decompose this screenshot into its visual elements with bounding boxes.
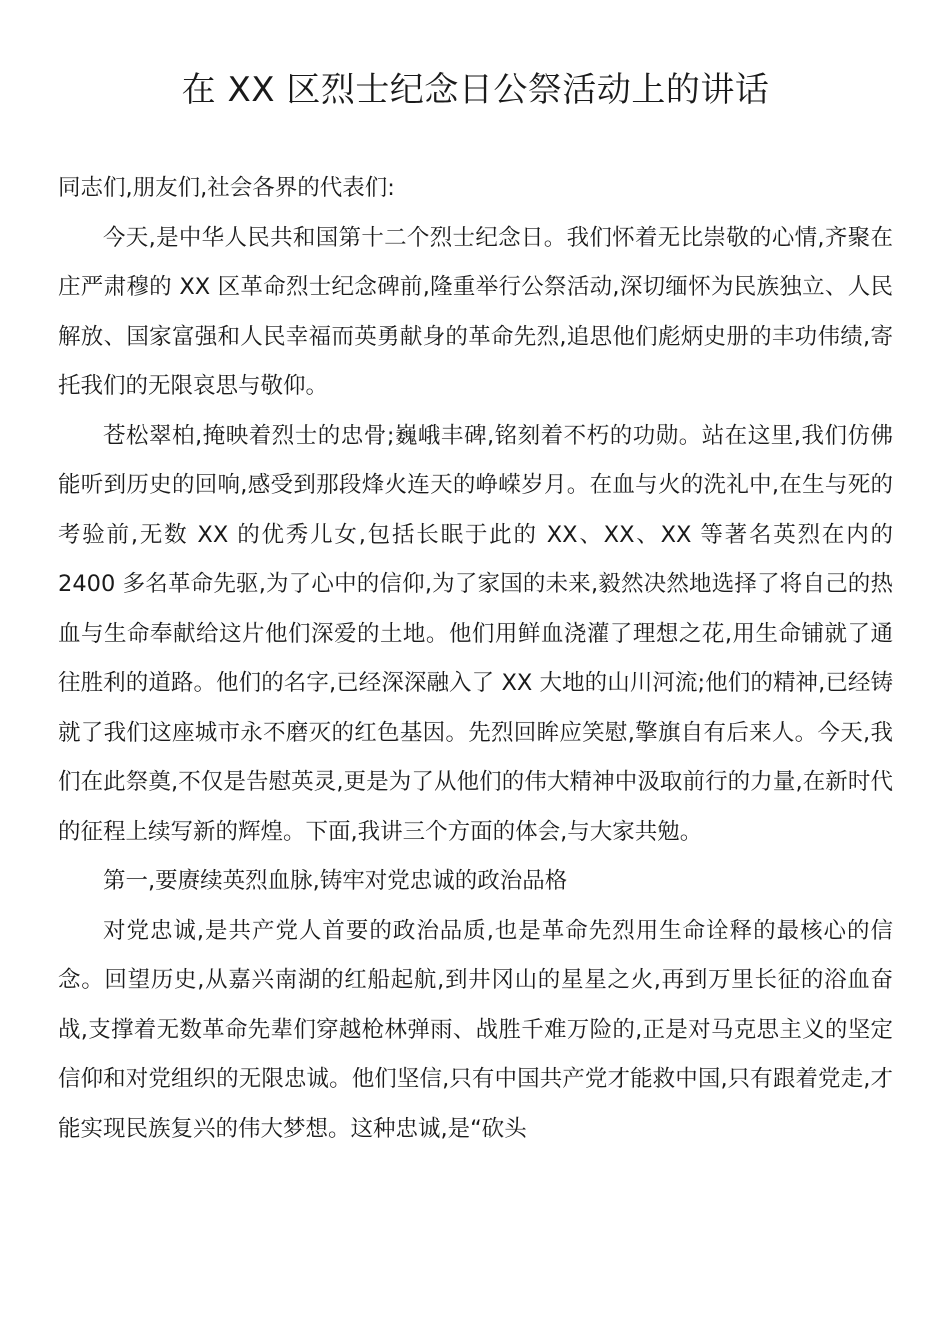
section-heading-first: 第一,要赓续英烈血脉,铸牢对党忠诚的政治品格 (103, 868, 568, 894)
salutation: 同志们,朋友们,社会各界的代表们: (58, 175, 395, 201)
paragraph-remembrance: 苍松翠柏,掩映着烈士的忠骨;巍峨丰碑,铭刻着不朽的功勋。站在这里,我们仿佛能听到历史的回响,感受到那段烽火连天的峥嵘岁月。在血与火的洗礼中,在生与死的考验前,无数 XX 的优秀儿女,包括长眠于此的 XX、XX、XX 等著名英烈在内的 2400 多名革命先驱,为了心中的信仰,为了家国的未来,毅然决然地选择了将自己的热血与生命奉献给这片他们深爱的土地。他们用鲜血浇灌了理想之花,用生命铺就了通往胜利的道路。他们的名字,已经深深融入了 XX 大地的山川河流;他们的精神,已经铸就了我们这座城市永不磨灭的红色基因。先烈回眸应笑慰,擎旗自有后来人。今天,我们在此祭奠,不仅是告慰英灵,更是为了从他们的伟大精神中汲取前行的力量,在新时代的征程上续写新的辉煌。下面,我讲三个方面的体会,与大家共勉。 (58, 422, 893, 845)
document-body (58, 164, 893, 1154)
paragraph-opening: 今天,是中华人民共和国第十二个烈士纪念日。我们怀着无比崇敬的心情,齐聚在庄严肃穆的 XX 区革命烈士纪念碑前,隆重举行公祭活动,深切缅怀为民族独立、人民解放、国家富强和人民幸福而英勇献身的革命先烈,追思他们彪炳史册的丰功伟绩,寄托我们的无限哀思与敬仰。 (58, 224, 893, 399)
paragraph-loyalty: 对党忠诚,是共产党人首要的政治品质,也是革命先烈用生命诠释的最核心的信念。回望历史,从嘉兴南湖的红船起航,到井冈山的星星之火,再到万里长征的浴血奋战,支撑着无数革命先辈们穿越枪林弹雨、战胜千难万险的,正是对马克思主义的坚定信仰和对党组织的无限忠诚。他们坚信,只有中国共产党才能救中国,只有跟着党走,才能实现民族复兴的伟大梦想。这种忠诚,是“砍头 (58, 917, 893, 1142)
document-title: 在 XX 区烈士纪念日公祭活动上的讲话 (181, 70, 770, 110)
